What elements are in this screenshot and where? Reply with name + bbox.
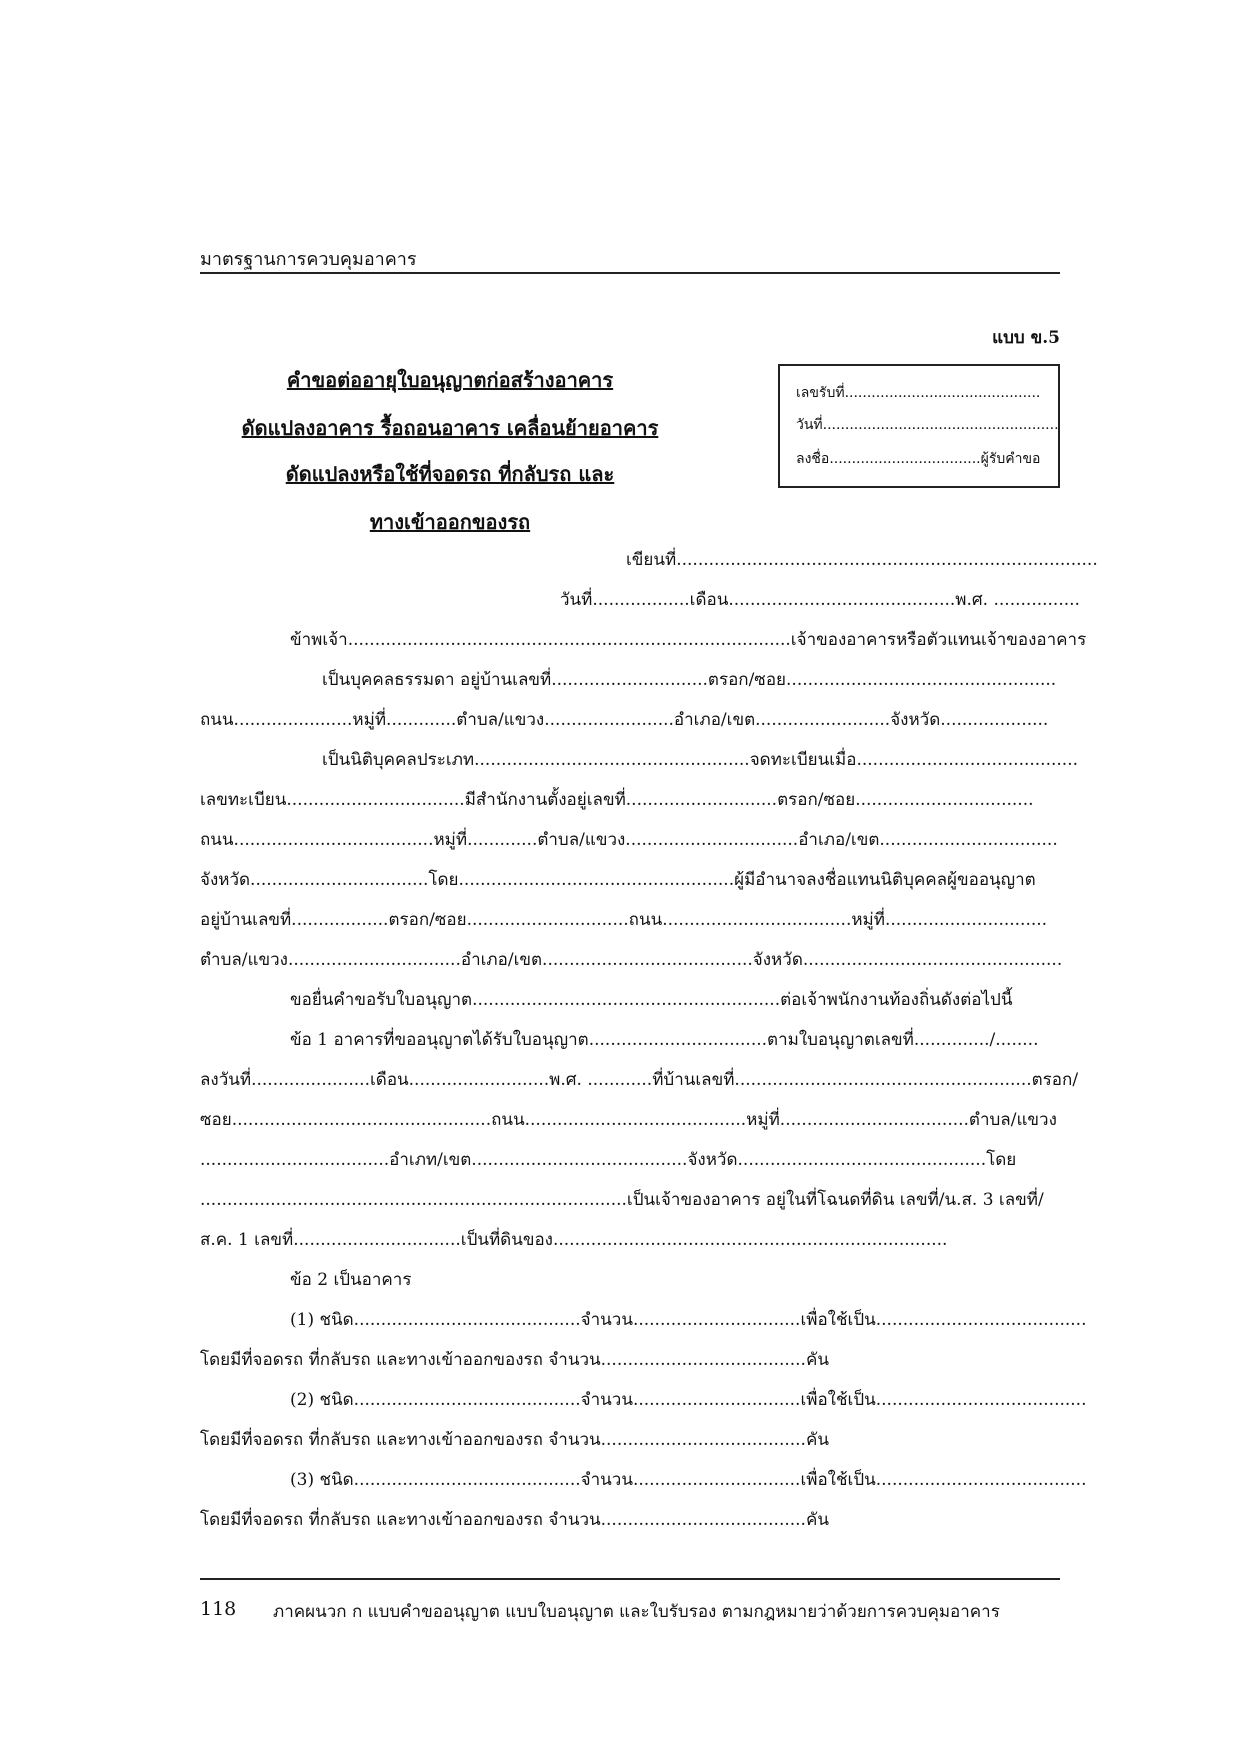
parking-3-line: โดยมีที่จอดรถ ที่กลับรถ และทางเข้าออกของรถ จำนวน......................................คัน xyxy=(200,1510,829,1530)
building-3-line: (3) ชนิด..........................................จำนวน...............................เพื่อใช้เป็น....................................... xyxy=(290,1470,1087,1490)
page-number: 118 xyxy=(200,1598,237,1620)
footer-rule xyxy=(200,1578,1060,1580)
clause-1-date-line: ลงวันที่......................เดือน..........................พ.ศ. ............ที่บ้านเลขที่.......................................................ตรอก/ xyxy=(200,1070,1079,1090)
clause-1-line: ข้อ 1 อาคารที่ขออนุญาตได้รับใบอนุญาต.................................ตามใบอนุญาตเลขที่............../........ xyxy=(290,1030,1039,1050)
title-line-4: ทางเข้าออกของรถ xyxy=(369,510,531,534)
written-at: เขียนที่.............................................................................. xyxy=(626,550,1098,570)
address-line-1: ถนน......................หมู่ที่.............ตำบล/แขวง........................อำเภอ/เขต.........................จังหวัด.................... xyxy=(200,710,1049,730)
registration-line: เลขทะเบียน.................................มีสำนักงานตั้งอยู่เลขที่............................ตรอก/ซอย................................. xyxy=(200,790,1034,810)
address-line-2: ถนน.....................................หมู่ที่.............ตำบล/แขวง................................อำเภอ/เขต................................. xyxy=(200,830,1058,850)
juristic-person-line: เป็นนิติบุคคลประเภท...................................................จดทะเบียนเมื่อ......................................... xyxy=(322,750,1079,770)
date-line: วันที่..................เดือน..........................................พ.ศ. ................ xyxy=(560,590,1080,610)
authorized-signer-line: จังหวัด.................................โดย...................................................ผู้มีอำนาจลงชื่อแทนนิติบุคคลผู้ขออนุญาต xyxy=(200,870,1036,890)
footer-text: ภาคผนวก ก แบบคำขออนุญาต แบบใบอนุญาต และใบรับรอง ตามกฎหมายว่าด้วยการควบคุมอาคาร xyxy=(273,1602,1000,1622)
header-rule xyxy=(200,272,1060,274)
clause-1-address-line: ซอย................................................ถนน.........................................หมู่ที่...................................ตำบล/แขวง xyxy=(200,1110,1057,1130)
parking-2-line: โดยมีที่จอดรถ ที่กลับรถ และทางเข้าออกของรถ จำนวน......................................คัน xyxy=(200,1430,829,1450)
clause-1-district-line: ...................................อำเภท/เขต........................................จังหวัด..............................................โดย xyxy=(200,1150,1017,1170)
title-line-3: ดัดแปลงหรือใช้ที่จอดรถ ที่กลับรถ และ xyxy=(285,462,615,486)
clause-1-land-line: ส.ค. 1 เลขที่...............................เป็นที่ดินของ......................................................................... xyxy=(200,1230,948,1250)
clause-1-owner-line: ...............................................................................เป็นเจ้าของอาคาร อยู่ในที่โฉนดที่ดิน เลขที่/น.ส. 3 เลขที่/ xyxy=(200,1190,1044,1210)
receipt-date: วันที่..................................................... xyxy=(796,417,1059,433)
title-line-1: คำขอต่ออายุใบอนุญาตก่อสร้างอาคาร xyxy=(286,368,614,392)
clause-2-heading: ข้อ 2 เป็นอาคาร xyxy=(290,1270,412,1290)
parking-1-line: โดยมีที่จอดรถ ที่กลับรถ และทางเข้าออกของรถ จำนวน......................................คัน xyxy=(200,1350,829,1370)
receipt-signature: ลงชื่อ..................................ผู้รับคำขอ xyxy=(796,451,1041,467)
building-1-line: (1) ชนิด..........................................จำนวน...............................เพื่อใช้เป็น....................................... xyxy=(290,1310,1087,1330)
building-2-line: (2) ชนิด..........................................จำนวน...............................เพื่อใช้เป็น....................................... xyxy=(290,1390,1087,1410)
natural-person-line: เป็นบุคคลธรรมดา อยู่บ้านเลขที่.............................ตรอก/ซอย.................................................. xyxy=(322,670,1057,690)
title-line-2: ดัดแปลงอาคาร รื้อถอนอาคาร เคลื่อนย้ายอาคาร xyxy=(241,416,659,440)
receipt-box xyxy=(778,364,1060,488)
applicant-line: ข้าพเจ้า..................................................................................เจ้าของอาคารหรือตัวแทนเจ้าของอาคาร xyxy=(290,630,1087,650)
receipt-number: เลขรับที่............................................ xyxy=(796,385,1041,401)
address-line-4: ตำบล/แขวง................................อำเภอ/เขต.......................................จังหวัด................................................ xyxy=(200,950,1063,970)
form-code: แบบ ข.5 xyxy=(992,328,1060,348)
running-header: มาตรฐานการควบคุมอาคาร xyxy=(200,249,417,270)
address-line-3: อยู่บ้านเลขที่..................ตรอก/ซอย..............................ถนน...................................หมู่ที่.............................. xyxy=(200,910,1048,930)
request-line: ขอยื่นคำขอรับใบอนุญาต.........................................................ต่อเจ้าพนักงานท้องถิ่นดังต่อไปนี้ xyxy=(290,990,1013,1010)
